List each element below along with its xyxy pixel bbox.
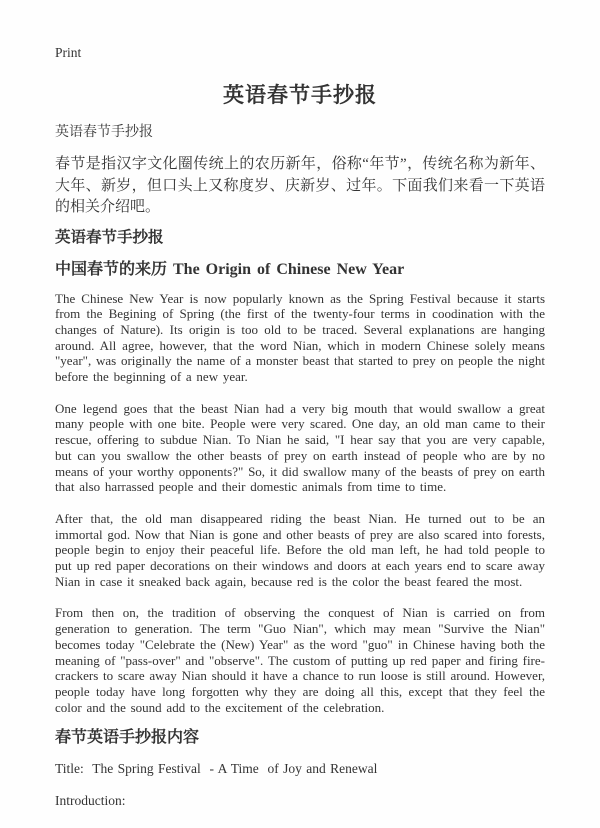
body-paragraph-3: After that, the old man disappeared riding the beast Nian. He turned out to be an immortal god. Now that Nian is gone and other beasts of prey are also scared into forests, people begin to enjoy their peaceful life. Before the old man left, he had told people to put up red paper decorations on their windows and doors at each years end to scare away Nian in case it sneaked back again, because red is the color the beast feared the most. (55, 510, 545, 589)
page-title: 英语春节手抄报 (223, 83, 377, 107)
intro-paragraph-cn: 春节是指汉字文化圈传统上的农历新年，俗称“年节”，传统名称为新年、大年、新岁，但口头上又称度岁、庆新岁、过年。下面我们来看一下英语的相关介绍吧。 (55, 156, 545, 215)
body-paragraph-1: The Chinese New Year is now popularly known as the Spring Festival because it starts from the Begining of Spring (the first of the twenty-four terms in coodination with the changes of Nature). Its origin is too old to be traced. Several explanations are hanging around. All agree, however, that the word Nian, which in modern Chinese solely means "year", was originally the name of a monster beast that started to prey on people the night before the beginning of a new year. (55, 290, 545, 385)
introduction-label: Introduction: (55, 793, 126, 809)
section-heading-content: 春节英语手抄报内容 (55, 729, 200, 747)
print-button[interactable]: Print (55, 45, 82, 60)
subtitle: 英语春节手抄报 (55, 125, 153, 140)
section-heading-1: 英语春节手抄报 (55, 228, 164, 246)
essay-title-line: Title: The Spring Festival - A Time of Joy and Renewal (55, 761, 378, 777)
body-paragraph-2: One legend goes that the beast Nian had a very big mouth that would swallow a great many people with one bite. People were very scared. One day, an old man came to their rescue, offering to subdue Nian. To Nian he said, "I hear say that you are very capable, but can you swallow the other beasts of prey on earth instead of people who are by no means of your worthy opponents?" So, it did swallow many of the beasts of prey on earth that also harrassed people and their domestic animals from time to time. (55, 400, 545, 495)
section-heading-origin: 中国春节的来历 The Origin of Chinese New Year (55, 260, 405, 278)
body-paragraph-4: From then on, the tradition of observing the conquest of Nian is carried on from generation to generation. The term "Guo Nian", which may mean "Survive the Nian" becomes today "Celebrate the (New) Year" as the word "guo" in Chinese having both the meaning of "pass-over" and "observe". The custom of putting up red paper and firing fire-crackers to scare away Nian should it have a chance to run loose is still around. However, people today have long forgotten why they are doing all this, except that they feel the color and the sound add to the excitement of the celebration. (55, 605, 545, 715)
